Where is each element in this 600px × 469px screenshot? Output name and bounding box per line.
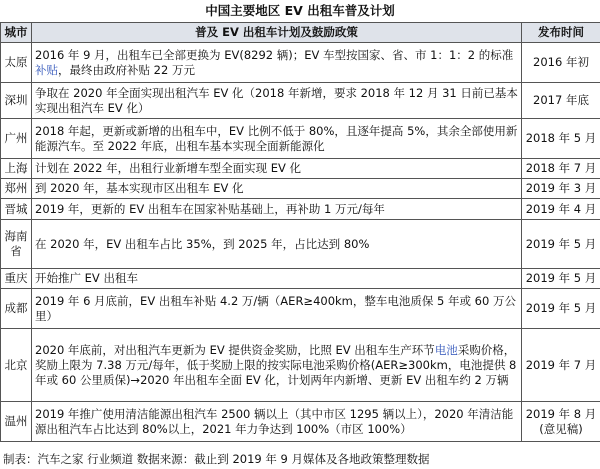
- city-cell: 北京: [1, 329, 32, 402]
- time-cell: 2016 年初: [522, 43, 600, 83]
- time-cell: 2019 年 4 月: [522, 199, 600, 220]
- time-cell: 2018 年 5 月: [522, 119, 600, 159]
- policy-cell: 2019 年 6 月底前，EV 出租车补贴 4.2 万/辆（AER≥400km，整车电池质保 5 年或 60 万公里）: [32, 289, 522, 329]
- policy-cell: 2019 年，更新的 EV 出租车在国家补贴基础上，再补助 1 万元/每年: [32, 199, 522, 220]
- policy-cell: 争取在 2020 年全面实现出租汽车 EV 化（2018 年新增，要求 2018 年 12 月 31 日前已基本实现出租汽车 EV 化）: [32, 83, 522, 119]
- draft-note: (意见稿): [539, 421, 583, 436]
- time-cell: 2019 年 5 月: [522, 220, 600, 269]
- table-row: [1, 269, 600, 289]
- policy-cell: [32, 329, 522, 402]
- table-row: [1, 179, 600, 199]
- ev-taxi-table: [0, 22, 600, 442]
- table-row: [1, 43, 600, 83]
- city-cell: 晋城: [1, 199, 32, 220]
- policy-cell: 在 2020 年，EV 出租车占比 35%，到 2025 年，占比达到 80%: [32, 220, 522, 269]
- policy-cell: 2019 年推广使用清洁能源出租汽车 2500 辆以上（其中市区 1295 辆以上），2020 年清洁能源出租汽车占比达到 80%以上，2021 年力争达到 100%（市区 100%）: [32, 402, 522, 442]
- table-row: [1, 289, 600, 329]
- city-cell: 成都: [1, 289, 32, 329]
- time-cell: 2019 年 3 月: [522, 179, 600, 199]
- policy-text: 2020 年底前，对出租汽车更新为 EV 提供资金奖励，比照 EV 出租车生产环节: [35, 342, 435, 357]
- city-cell: 郑州: [1, 179, 32, 199]
- table-row: [1, 220, 600, 269]
- policy-text: ，最终由政府补贴 22 万元: [58, 62, 195, 77]
- table-row: [1, 402, 600, 442]
- table-row: [1, 83, 600, 119]
- header-row: [1, 23, 600, 43]
- time-cell: [522, 402, 600, 442]
- city-cell: 温州: [1, 402, 32, 442]
- subsidy-link[interactable]: 补贴: [35, 62, 58, 77]
- table-row: [1, 159, 600, 179]
- policy-cell: [32, 43, 522, 83]
- city-cell: 太原: [1, 43, 32, 83]
- policy-cell: 计划在 2022 年，出租行业新增车型全面实现 EV 化: [32, 159, 522, 179]
- city-cell: 深圳: [1, 83, 32, 119]
- time-cell: 2018 年 7 月: [522, 159, 600, 179]
- header-city: 城市: [1, 23, 32, 43]
- city-cell: 上海: [1, 159, 32, 179]
- table-title: 中国主要地区 EV 出租车普及计划: [205, 3, 395, 18]
- city-cell: 广州: [1, 119, 32, 159]
- time-cell: 2017 年底: [522, 83, 600, 119]
- policy-cell: 到 2020 年，基本实现市区出租车 EV 化: [32, 179, 522, 199]
- table-row: [1, 329, 600, 402]
- header-policy: 普及 EV 出租车计划及鼓励政策: [32, 23, 522, 43]
- policy-text: 2016 年 9 月，出租车已全部更换为 EV(8292 辆)；EV 车型按国家、省、市 1：1：2 的标准: [35, 47, 514, 62]
- policy-text: 采购价格，奖励上限为 7.38 万元/每年，低于奖励上限的按实际电池采购价格(AER≥300km，电池提供 8 年或 60 公里质保)→2020 年出租车全面 EV 化，计划两年内新增、更新 EV 出租车约 2 万辆: [35, 342, 517, 387]
- battery-link[interactable]: 电池: [434, 342, 458, 357]
- time-cell: 2019 年 7 月: [522, 329, 600, 402]
- time-cell: 2019 年 5 月: [522, 289, 600, 329]
- header-time: 发布时间: [522, 23, 600, 43]
- time-cell: 2019 年 5 月: [522, 269, 600, 289]
- time-text: 2019 年 8 月: [525, 406, 597, 421]
- policy-cell: 2018 年起，更新或新增的出租车中，EV 比例不低于 80%，且逐年提高 5%，其余全部使用新能源汽车。至 2022 年底，出租车基本实现全面新能源化: [32, 119, 522, 159]
- city-cell: 重庆: [1, 269, 32, 289]
- city-cell: 海南省: [1, 220, 32, 269]
- table-row: [1, 119, 600, 159]
- table-row: [1, 199, 600, 220]
- table-footer: 制表：汽车之家 行业频道 数据来源：截止到 2019 年 9 月媒体及各地政策整理数据: [3, 452, 430, 466]
- policy-cell: 开始推广 EV 出租车: [32, 269, 522, 289]
